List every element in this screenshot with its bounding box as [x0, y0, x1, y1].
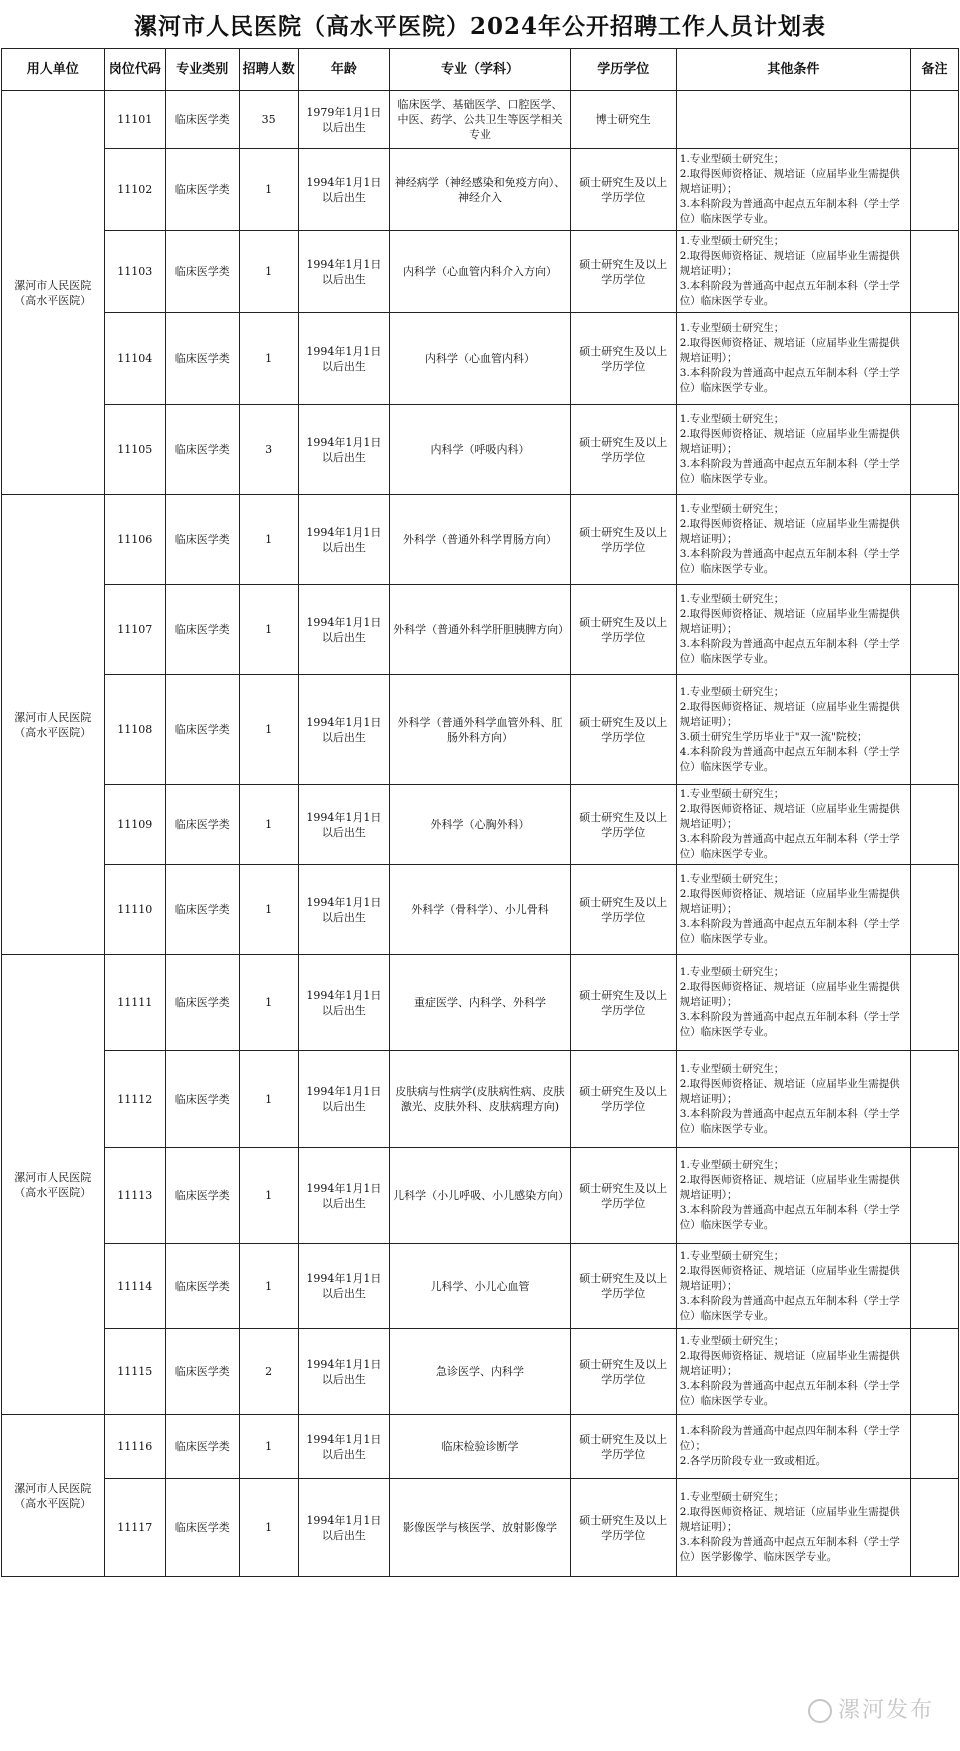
cell-age: 1994年1月1日以后出生	[298, 955, 389, 1051]
cell-count: 1	[239, 149, 298, 231]
condition-line: 2.取得医师资格证、规培证（应届毕业生需提供规培证明）；	[679, 1350, 900, 1377]
condition-line: 2.取得医师资格证、规培证（应届毕业生需提供规培证明）；	[679, 1506, 900, 1533]
header-remark: 备注	[910, 49, 958, 91]
cell-conditions	[676, 231, 910, 313]
cell-degree: 硕士研究生及以上学历学位	[570, 585, 676, 675]
cell-major: 急诊医学、内科学	[390, 1329, 571, 1415]
condition-line: 3.本科阶段为普通高中起点五年制本科（学士学位）临床医学专业。	[679, 1294, 900, 1322]
cell-major: 临床检验诊断学	[390, 1415, 571, 1479]
cell-conditions	[676, 865, 910, 955]
watermark	[808, 1693, 934, 1724]
cell-remark	[910, 785, 958, 865]
cell-category: 临床医学类	[165, 955, 239, 1051]
cell-remark	[910, 231, 958, 313]
condition-line: 2.取得医师资格证、规培证（应届毕业生需提供规培证明）；	[679, 168, 900, 195]
cell-category: 临床医学类	[165, 1051, 239, 1148]
watermark-text: 漯河发布	[837, 1698, 934, 1723]
cell-degree: 博士研究生	[570, 91, 676, 149]
condition-line: 3.本科阶段为普通高中起点五年制本科（学士学位）临床医学专业。	[679, 280, 900, 307]
cell-category: 临床医学类	[165, 865, 239, 955]
cell-code: 11101	[104, 91, 165, 149]
condition-line: 2.各学历阶段专业一致或相近。	[679, 1455, 827, 1467]
cell-major: 儿科学、小儿心血管	[390, 1244, 571, 1329]
cell-remark	[910, 495, 958, 585]
table-row	[2, 231, 959, 313]
cell-degree: 硕士研究生及以上学历学位	[570, 1148, 676, 1244]
cell-major: 外科学（普通外科学血管外科、肛肠外科方向）	[390, 675, 571, 785]
condition-line: 1.专业型硕士研究生；	[679, 873, 785, 885]
cell-age: 1994年1月1日以后出生	[298, 313, 389, 405]
table-row	[2, 495, 959, 585]
condition-line: 1.专业型硕士研究生；	[679, 966, 785, 978]
condition-line: 3.本科阶段为普通高中起点五年制本科（学士学位）临床医学专业。	[679, 918, 900, 945]
condition-line: 2.取得医师资格证、规培证（应届毕业生需提供规培证明）；	[679, 803, 900, 830]
cell-conditions	[676, 1479, 910, 1577]
cell-conditions	[676, 955, 910, 1051]
cell-count: 1	[239, 1051, 298, 1148]
table-row	[2, 1415, 959, 1479]
table-row	[2, 1329, 959, 1415]
table-row	[2, 149, 959, 231]
table-row	[2, 405, 959, 495]
condition-line: 2.取得医师资格证、规培证（应届毕业生需提供规培证明）；	[679, 428, 900, 455]
cell-category: 临床医学类	[165, 785, 239, 865]
cell-major: 内科学（心血管内科介入方向）	[390, 231, 571, 313]
condition-line: 1.专业型硕士研究生；	[679, 685, 785, 698]
cell-degree: 硕士研究生及以上学历学位	[570, 495, 676, 585]
cell-count: 1	[239, 675, 298, 785]
condition-line: 3.本科阶段为普通高中起点五年制本科（学士学位）医学影像学、临床医学专业。	[679, 1536, 900, 1563]
cell-category: 临床医学类	[165, 1244, 239, 1329]
cell-count: 1	[239, 495, 298, 585]
condition-line: 3.本科阶段为普通高中起点五年制本科（学士学位）临床医学专业。	[679, 833, 900, 860]
cell-major: 重症医学、内科学、外科学	[390, 955, 571, 1051]
condition-line: 4.本科阶段为普通高中起点五年制本科（学士学位）临床医学专业。	[679, 745, 900, 773]
cell-conditions	[676, 405, 910, 495]
condition-line: 3.本科阶段为普通高中起点五年制本科（学士学位）临床医学专业。	[679, 1107, 900, 1135]
cell-unit: 漯河市人民医院（高水平医院）	[2, 495, 105, 955]
cell-major: 皮肤病与性病学(皮肤病性病、皮肤激光、皮肤外科、皮肤病理方向)	[390, 1051, 571, 1148]
cell-code: 11116	[104, 1415, 165, 1479]
cell-remark	[910, 1244, 958, 1329]
condition-line: 3.本科阶段为普通高中起点五年制本科（学士学位）临床医学专业。	[679, 367, 900, 394]
header-count: 招聘人数	[239, 49, 298, 91]
cell-code: 11107	[104, 585, 165, 675]
chat-bubble-icon	[808, 1699, 832, 1723]
cell-category: 临床医学类	[165, 675, 239, 785]
cell-age: 1994年1月1日以后出生	[298, 149, 389, 231]
table-row	[2, 675, 959, 785]
cell-category: 临床医学类	[165, 91, 239, 149]
header-row	[2, 49, 959, 91]
cell-degree: 硕士研究生及以上学历学位	[570, 1479, 676, 1577]
cell-code: 11105	[104, 405, 165, 495]
cell-code: 11104	[104, 313, 165, 405]
cell-code: 11112	[104, 1051, 165, 1148]
condition-line: 3.本科阶段为普通高中起点五年制本科（学士学位）临床医学专业。	[679, 1011, 900, 1038]
recruitment-table	[1, 48, 959, 1577]
condition-line: 1.专业型硕士研究生；	[679, 1249, 785, 1262]
cell-age: 1994年1月1日以后出生	[298, 1148, 389, 1244]
cell-degree: 硕士研究生及以上学历学位	[570, 149, 676, 231]
cell-age: 1979年1月1日以后出生	[298, 91, 389, 149]
cell-remark	[910, 313, 958, 405]
header-age: 年龄	[298, 49, 389, 91]
cell-code: 11109	[104, 785, 165, 865]
cell-degree: 硕士研究生及以上学历学位	[570, 865, 676, 955]
cell-code: 11103	[104, 231, 165, 313]
condition-line: 3.本科阶段为普通高中起点五年制本科（学士学位）临床医学专业。	[679, 638, 900, 665]
cell-degree: 硕士研究生及以上学历学位	[570, 231, 676, 313]
header-unit: 用人单位	[2, 49, 105, 91]
cell-degree: 硕士研究生及以上学历学位	[570, 313, 676, 405]
cell-major: 神经病学（神经感染和免疫方向）、神经介入	[390, 149, 571, 231]
condition-line: 3.本科阶段为普通高中起点五年制本科（学士学位）临床医学专业。	[679, 548, 900, 575]
cell-code: 11110	[104, 865, 165, 955]
cell-remark	[910, 585, 958, 675]
cell-remark	[910, 1415, 958, 1479]
cell-major: 外科学（普通外科学肝胆胰脾方向）	[390, 585, 571, 675]
cell-category: 临床医学类	[165, 585, 239, 675]
cell-age: 1994年1月1日以后出生	[298, 1051, 389, 1148]
table-row	[2, 585, 959, 675]
cell-degree: 硕士研究生及以上学历学位	[570, 1329, 676, 1415]
cell-count: 1	[239, 231, 298, 313]
header-degree: 学历学位	[570, 49, 676, 91]
cell-degree: 硕士研究生及以上学历学位	[570, 405, 676, 495]
cell-count: 1	[239, 785, 298, 865]
cell-count: 1	[239, 1148, 298, 1244]
cell-major: 外科学（心胸外科）	[390, 785, 571, 865]
table-row	[2, 785, 959, 865]
cell-category: 临床医学类	[165, 231, 239, 313]
cell-code: 11113	[104, 1148, 165, 1244]
condition-line: 3.本科阶段为普通高中起点五年制本科（学士学位）临床医学专业。	[679, 1204, 900, 1231]
cell-remark	[910, 675, 958, 785]
table-row	[2, 91, 959, 149]
cell-conditions	[676, 585, 910, 675]
cell-code: 11108	[104, 675, 165, 785]
cell-remark	[910, 865, 958, 955]
cell-category: 临床医学类	[165, 405, 239, 495]
condition-line: 1.专业型硕士研究生；	[679, 1062, 785, 1075]
condition-line: 3.本科阶段为普通高中起点五年制本科（学士学位）临床医学专业。	[679, 1380, 900, 1407]
cell-category: 临床医学类	[165, 1329, 239, 1415]
table-body	[2, 91, 959, 1577]
condition-line: 3.本科阶段为普通高中起点五年制本科（学士学位）临床医学专业。	[679, 458, 900, 485]
cell-major: 外科学（骨科学）、小儿骨科	[390, 865, 571, 955]
cell-age: 1994年1月1日以后出生	[298, 495, 389, 585]
condition-line: 1.专业型硕士研究生；	[679, 153, 785, 165]
table-row	[2, 865, 959, 955]
condition-line: 1.专业型硕士研究生；	[679, 413, 785, 425]
cell-age: 1994年1月1日以后出生	[298, 865, 389, 955]
table-row	[2, 1051, 959, 1148]
cell-count: 2	[239, 1329, 298, 1415]
condition-line: 1.专业型硕士研究生；	[679, 1159, 785, 1171]
cell-count: 1	[239, 955, 298, 1051]
condition-line: 2.取得医师资格证、规培证（应届毕业生需提供规培证明）；	[679, 518, 900, 545]
cell-category: 临床医学类	[165, 313, 239, 405]
cell-count: 1	[239, 1244, 298, 1329]
cell-count: 1	[239, 313, 298, 405]
cell-remark	[910, 1479, 958, 1577]
page-title: 漯河市人民医院（高水平医院）2024年公开招聘工作人员计划表	[133, 12, 826, 40]
cell-age: 1994年1月1日以后出生	[298, 1479, 389, 1577]
cell-major: 内科学（呼吸内科）	[390, 405, 571, 495]
cell-unit: 漯河市人民医院（高水平医院）	[2, 1415, 105, 1577]
cell-count: 1	[239, 585, 298, 675]
cell-category: 临床医学类	[165, 1415, 239, 1479]
cell-age: 1994年1月1日以后出生	[298, 1244, 389, 1329]
condition-line: 2.取得医师资格证、规培证（应届毕业生需提供规培证明）；	[679, 1077, 900, 1105]
cell-conditions	[676, 785, 910, 865]
condition-line: 2.取得医师资格证、规培证（应届毕业生需提供规培证明）；	[679, 250, 900, 277]
header-code: 岗位代码	[104, 49, 165, 91]
cell-remark	[910, 1051, 958, 1148]
cell-conditions	[676, 149, 910, 231]
cell-code: 11106	[104, 495, 165, 585]
cell-age: 1994年1月1日以后出生	[298, 1329, 389, 1415]
condition-line: 2.取得医师资格证、规培证（应届毕业生需提供规培证明）；	[679, 981, 900, 1008]
condition-line: 2.取得医师资格证、规培证（应届毕业生需提供规培证明）；	[679, 1264, 900, 1292]
cell-conditions	[676, 495, 910, 585]
condition-line: 1.专业型硕士研究生；	[679, 235, 785, 247]
condition-line: 1.专业型硕士研究生；	[679, 503, 785, 515]
cell-conditions	[676, 1329, 910, 1415]
condition-line: 1.本科阶段为普通高中起点四年制本科（学士学位）；	[679, 1425, 900, 1452]
cell-count: 1	[239, 1415, 298, 1479]
cell-code: 11102	[104, 149, 165, 231]
cell-code: 11111	[104, 955, 165, 1051]
cell-major: 儿科学（小儿呼吸、小儿感染方向）	[390, 1148, 571, 1244]
cell-major: 临床医学、基础医学、口腔医学、中医、药学、公共卫生等医学相关专业	[390, 91, 571, 149]
cell-conditions	[676, 313, 910, 405]
cell-remark	[910, 405, 958, 495]
cell-category: 临床医学类	[165, 149, 239, 231]
cell-age: 1994年1月1日以后出生	[298, 1415, 389, 1479]
cell-category: 临床医学类	[165, 495, 239, 585]
cell-degree: 硕士研究生及以上学历学位	[570, 1244, 676, 1329]
cell-degree: 硕士研究生及以上学历学位	[570, 1415, 676, 1479]
cell-count: 3	[239, 405, 298, 495]
cell-age: 1994年1月1日以后出生	[298, 405, 389, 495]
condition-line: 2.取得医师资格证、规培证（应届毕业生需提供规培证明）；	[679, 700, 900, 728]
cell-count: 1	[239, 865, 298, 955]
cell-conditions	[676, 1415, 910, 1479]
condition-line: 2.取得医师资格证、规培证（应届毕业生需提供规培证明）；	[679, 888, 900, 915]
cell-remark	[910, 1329, 958, 1415]
condition-line: 1.专业型硕士研究生；	[679, 593, 785, 605]
cell-code: 11117	[104, 1479, 165, 1577]
cell-conditions	[676, 1051, 910, 1148]
cell-conditions	[676, 675, 910, 785]
table-row	[2, 1244, 959, 1329]
cell-degree: 硕士研究生及以上学历学位	[570, 1051, 676, 1148]
cell-remark	[910, 149, 958, 231]
table-row	[2, 1479, 959, 1577]
cell-degree: 硕士研究生及以上学历学位	[570, 955, 676, 1051]
cell-remark	[910, 1148, 958, 1244]
cell-code: 11114	[104, 1244, 165, 1329]
header-conditions: 其他条件	[676, 49, 910, 91]
condition-line: 2.取得医师资格证、规培证（应届毕业生需提供规培证明）；	[679, 337, 900, 364]
cell-age: 1994年1月1日以后出生	[298, 675, 389, 785]
cell-remark	[910, 955, 958, 1051]
cell-conditions	[676, 1148, 910, 1244]
cell-unit: 漯河市人民医院（高水平医院）	[2, 91, 105, 495]
cell-conditions	[676, 1244, 910, 1329]
cell-category: 临床医学类	[165, 1479, 239, 1577]
header-category: 专业类别	[165, 49, 239, 91]
cell-degree: 硕士研究生及以上学历学位	[570, 785, 676, 865]
condition-line: 2.取得医师资格证、规培证（应届毕业生需提供规培证明）；	[679, 1174, 900, 1201]
cell-conditions	[676, 91, 910, 149]
cell-age: 1994年1月1日以后出生	[298, 231, 389, 313]
table-row	[2, 955, 959, 1051]
condition-line: 1.专业型硕士研究生；	[679, 788, 785, 800]
cell-count: 35	[239, 91, 298, 149]
table-row	[2, 313, 959, 405]
cell-major: 影像医学与核医学、放射影像学	[390, 1479, 571, 1577]
cell-major: 外科学（普通外科学胃肠方向）	[390, 495, 571, 585]
cell-count: 1	[239, 1479, 298, 1577]
cell-age: 1994年1月1日以后出生	[298, 785, 389, 865]
condition-line: 1.专业型硕士研究生；	[679, 322, 785, 334]
cell-major: 内科学（心血管内科）	[390, 313, 571, 405]
table-row	[2, 1148, 959, 1244]
condition-line: 1.专业型硕士研究生；	[679, 1491, 785, 1503]
cell-unit: 漯河市人民医院（高水平医院）	[2, 955, 105, 1415]
cell-category: 临床医学类	[165, 1148, 239, 1244]
condition-line: 2.取得医师资格证、规培证（应届毕业生需提供规培证明）；	[679, 608, 900, 635]
condition-line: 3.本科阶段为普通高中起点五年制本科（学士学位）临床医学专业。	[679, 198, 900, 225]
cell-degree: 硕士研究生及以上学历学位	[570, 675, 676, 785]
condition-line: 3.硕士研究生学历毕业于"双一流"院校；	[679, 730, 868, 743]
header-major: 专业（学科）	[390, 49, 571, 91]
cell-age: 1994年1月1日以后出生	[298, 585, 389, 675]
cell-remark	[910, 91, 958, 149]
cell-code: 11115	[104, 1329, 165, 1415]
condition-line: 1.专业型硕士研究生；	[679, 1335, 785, 1347]
